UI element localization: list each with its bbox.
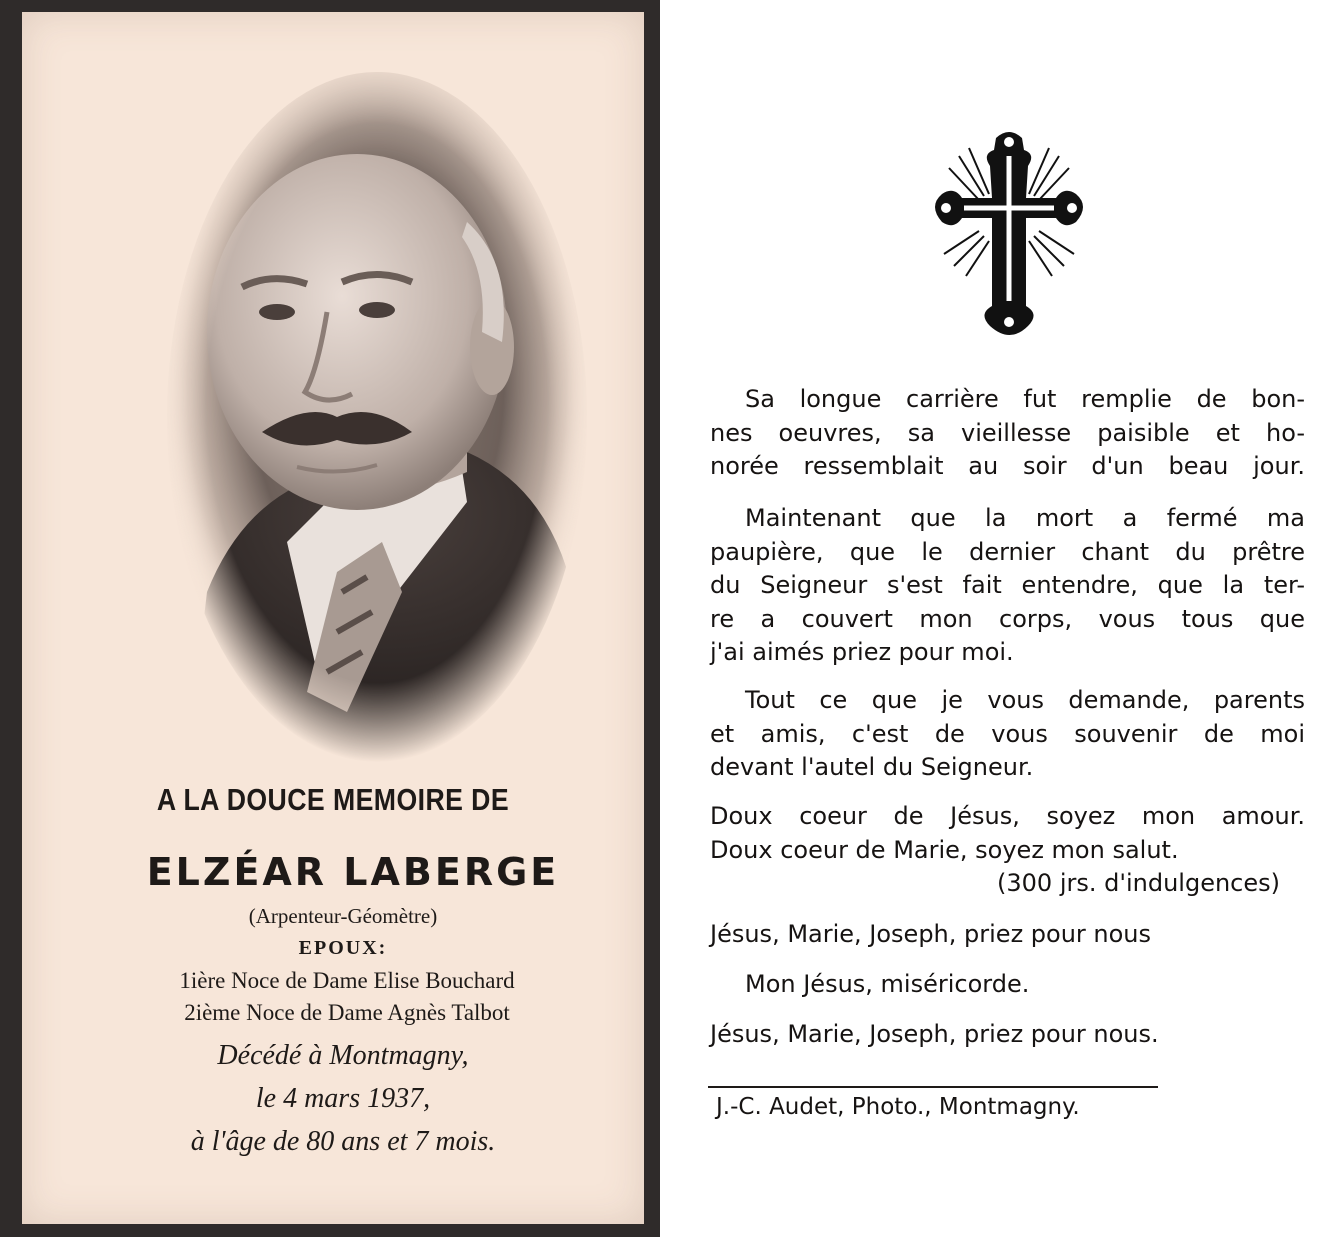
text-line: Sa longue carrière fut remplie de bon- xyxy=(745,385,1305,413)
paragraph-carriere xyxy=(710,383,1305,484)
deceased-name: ELZÉAR LABERGE xyxy=(146,850,560,894)
invocations xyxy=(710,800,1305,901)
prayer-text: Mon Jésus, miséricorde. xyxy=(745,970,1030,998)
prayer-text: Jésus, Marie, Joseph, priez pour nous. xyxy=(710,1020,1159,1048)
memorial-card-back xyxy=(660,0,1342,1237)
divider-rule xyxy=(708,1086,1158,1088)
text-line: j'ai aimés priez pour moi. xyxy=(710,638,1014,666)
text-line: re a couvert mon corps, vous tous que xyxy=(710,604,1305,633)
text-line: Maintenant que la mort a fermé ma xyxy=(745,504,1305,532)
portrait-photo xyxy=(167,72,587,762)
indulgence-note: (300 jrs. d'indulgences) xyxy=(997,869,1280,897)
photo-credit: J.-C. Audet, Photo., Montmagny. xyxy=(716,1094,1080,1120)
paragraph-demande xyxy=(710,684,1305,785)
text-line: devant l'autel du Seigneur. xyxy=(710,753,1034,781)
prayer-text: Jésus, Marie, Joseph, priez pour nous xyxy=(710,920,1152,948)
prayer-holy-family-1 xyxy=(710,918,1305,952)
scan-border xyxy=(0,0,660,1237)
death-date: le 4 mars 1937, xyxy=(255,1083,431,1114)
invocation-jesus: Doux coeur de Jésus, soyez mon amour. xyxy=(710,802,1305,830)
text-line: paupière, que le dernier chant du prêtre xyxy=(710,537,1305,566)
prayer-misericorde xyxy=(710,968,1305,1002)
age-at-death: à l'âge de 80 ans et 7 mois. xyxy=(190,1126,496,1157)
text-line: et amis, c'est de vous souvenir de moi xyxy=(710,719,1305,748)
text-line: norée ressemblait au soir d'un beau jour. xyxy=(710,452,1305,480)
profession: (Arpenteur-Géomètre) xyxy=(248,904,438,928)
second-marriage: 2ième Noce de Dame Agnès Talbot xyxy=(184,1000,510,1025)
invocation-marie: Doux coeur de Marie, soyez mon salut. xyxy=(710,835,1179,864)
memorial-heading: A LA DOUCE MEMOIRE DE xyxy=(156,782,510,817)
memorial-card-front xyxy=(22,12,644,1224)
first-marriage: 1ière Noce de Dame Elise Bouchard xyxy=(179,968,515,993)
prayer-holy-family-2 xyxy=(710,1018,1305,1052)
ornate-cross-icon xyxy=(924,126,1094,341)
text-line: du Seigneur s'est fait entendre, que la ter- xyxy=(710,571,1305,599)
paragraph-maintenant xyxy=(710,502,1305,670)
epoux-label: EPOUX: xyxy=(298,937,388,959)
text-line: nes oeuvres, sa vieillesse paisible et ho- xyxy=(710,418,1305,447)
death-place: Décédé à Montmagny, xyxy=(217,1040,469,1071)
text-line: Tout ce que je vous demande, parents xyxy=(745,686,1305,714)
